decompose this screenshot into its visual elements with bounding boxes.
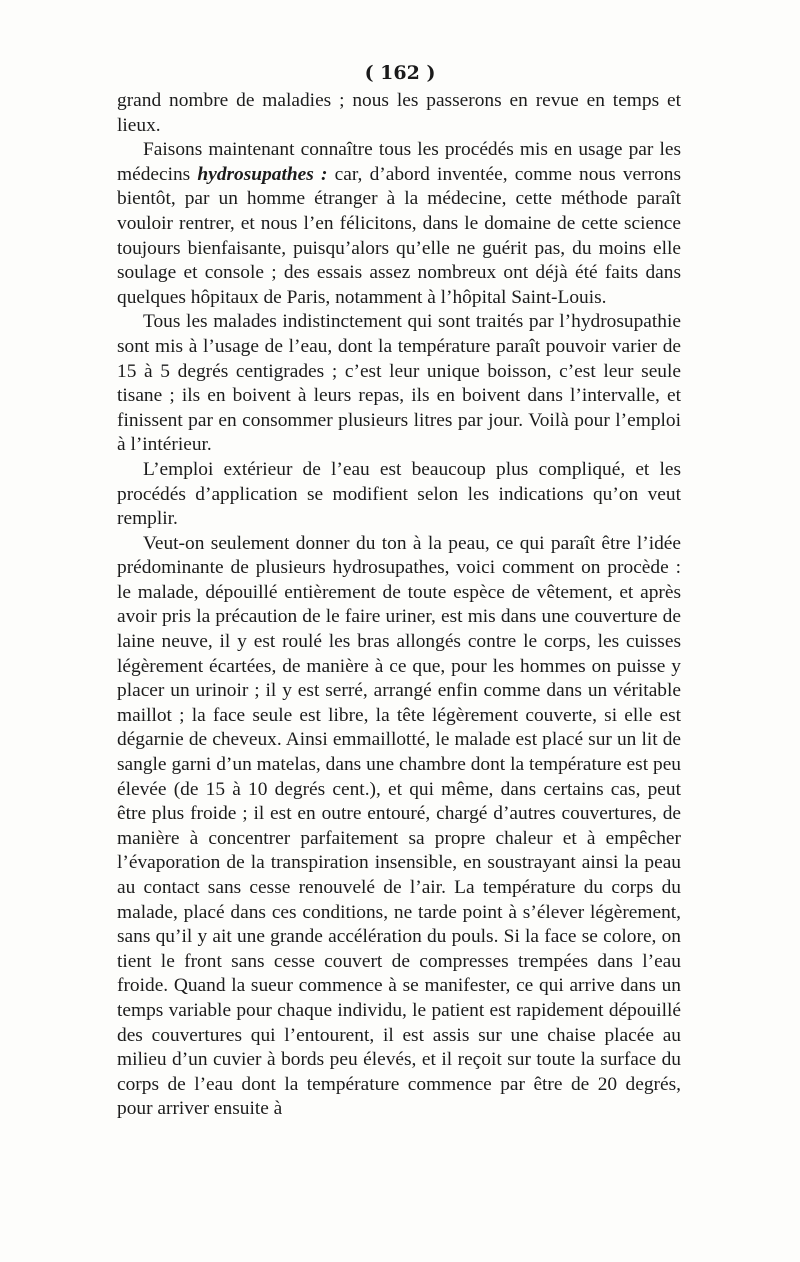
paragraph-procedures-end: car, d’abord inventée, comme nous verrons bientôt, par un homme étranger à la médecine, cette méthode paraît vouloir rentrer, et nous l’en félicitons, dans le domaine de cette science toujours bienfaisante, puisqu’alors qu’elle ne guérit pas, du moins elle soulage et console ; des essais assez nombreux ont déjà été faits dans quelques hôpitaux de Paris, notamment à l’hôpital Saint-Louis.: [117, 163, 682, 308]
paragraph-procedure-description: Veut-on seulement donner du ton à la peau, ce qui paraît être l’idée prédominante de plusieurs hydrosupathes, voici comment on procède : le malade, dépouillé entièrement de toute espèce de vêtement, et après avoir pris la précaution de le faire uriner, est mis dans une couverture de laine neuve, il y est roulé les bras allongés contre le corps, les cuisses légèrement écartées, de manière à ce que, pour les hommes on puisse y placer un urinoir ; il y est serré, arrangé enfin comme dans un véritable maillot ; la face seule est libre, la tête légèrement couverte, si elle est dégarnie de cheveux. Ainsi emmaillotté, le malade est placé sur un lit de sangle garni d’un matelas, dans une chambre dont la température est peu élevée (de 15 à 10 degrés cent.), et qui même, dans certains cas, peut être plus froide ; il est en outre entouré, chargé d’autres couvertures, de manière à concentrer parfaitement sa propre chaleur et à empêcher l’évaporation de la transpiration insensible, en soustrayant ainsi la peau au contact sans cesse renouvelé de l’air. La température du corps du malade, placé dans ces conditions, ne tarde point à s’élever légèrement, sans qu’il y ait une grande accélération du pouls. Si la face se colore, on tient le front sans cesse couvert de compresses trempées dans l’eau froide. Quand la sueur commence à se manifester, ce qui arrive dans un temps variable pour chaque individu, le patient est rapidement dépouillé des couvertures qui l’entourent, il est assis sur une chaise placée au milieu d’un cuvier à bords peu élevés, et il reçoit sur toute la surface du corps de l’eau dont la température commence par être de 20 degrés, pour arriver ensuite à: [117, 532, 681, 1120]
paragraph-procedures: [117, 138, 681, 310]
paragraph-external-use: L’emploi extérieur de l’eau est beaucoup plus compliqué, et les procédés d’application se modifient selon les indications qu’on veut remplir.: [117, 458, 681, 530]
paragraph-continuation: grand nombre de maladies ; nous les passerons en revue en temps et lieux.: [117, 90, 681, 136]
body-text: [117, 89, 681, 1122]
page-number: ( 162 ): [364, 62, 436, 84]
hydrosupathes-emphasis: hydrosupathes :: [197, 163, 328, 185]
paragraph-procedures-start: Faisons maintenant connaître tous les procédés mis en usage par les médecins: [117, 139, 681, 185]
paragraph-internal-use: Tous les malades indistinctement qui sont traités par l’hydrosupathie sont mis à l’usage de l’eau, dont la température paraît pouvoir varier de 15 à 5 degrés centigrades ; c’est leur unique boisson, c’est leur seule tisane ; ils en boivent à leurs repas, ils en boivent dans l’intervalle, et finissent par en consommer plusieurs litres par jour. Voilà pour l’emploi à l’intérieur.: [117, 311, 681, 456]
